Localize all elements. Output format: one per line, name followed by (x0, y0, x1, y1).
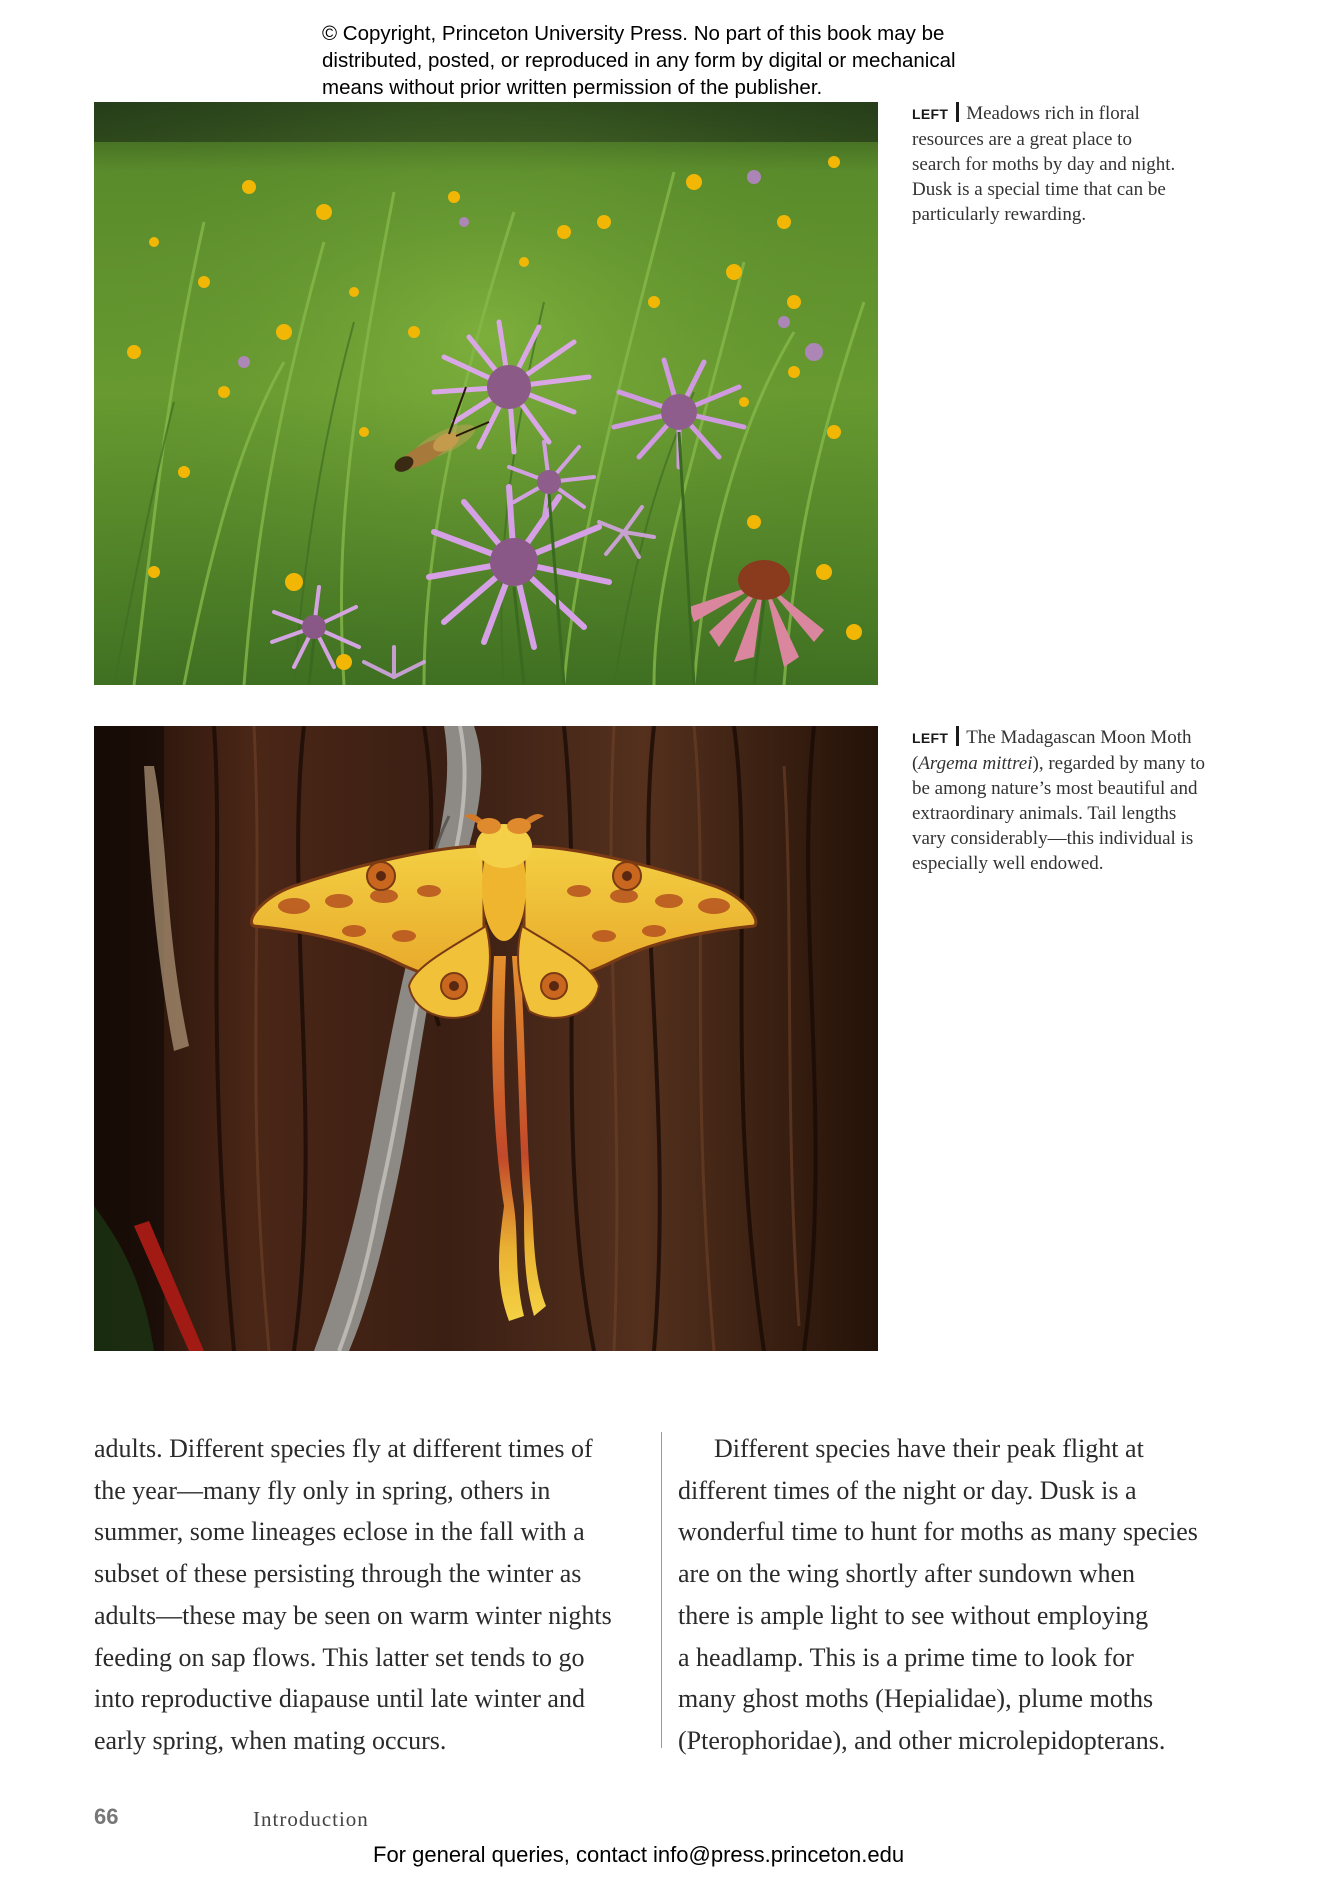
caption-text: particularly rewarding. (912, 204, 1087, 225)
caption-divider (956, 726, 959, 746)
caption-text: ), regarded by many to (1032, 753, 1206, 774)
photo-caption (912, 101, 1242, 227)
caption-text: Dusk is a special time that can be (912, 179, 1166, 200)
body-line: subset of these persisting through the winter as (94, 1559, 582, 1589)
body-line: feeding on sap flows. This latter set tends to go (94, 1642, 585, 1672)
contact-notice: For general queries, contact info@press.princeton.edu (373, 1842, 905, 1867)
photo-caption (912, 725, 1242, 876)
caption-text: search for moths by day and night. (912, 154, 1176, 175)
caption-label: LEFT (912, 106, 949, 122)
copyright-notice (322, 20, 1022, 101)
meadow-photo (94, 102, 878, 685)
copyright-line: © Copyright, Princeton University Press. No part of this book may be (322, 22, 945, 45)
body-line: different times of the night or day. Dusk is a (678, 1475, 1137, 1505)
body-line: wonderful time to hunt for moths as many species (678, 1517, 1198, 1547)
body-line: summer, some lineages eclose in the fall with a (94, 1517, 585, 1547)
caption-text: resources are a great place to (912, 129, 1132, 150)
caption-text: vary considerably—this individual is (912, 828, 1194, 849)
caption-text: be among nature’s most beautiful and (912, 778, 1198, 799)
copyright-line: means without prior written permission of the publisher. (322, 76, 823, 99)
body-line: there is ample light to see without employing (678, 1600, 1149, 1630)
caption-label: LEFT (912, 730, 949, 746)
body-line: into reproductive diapause until late winter and (94, 1684, 585, 1714)
body-line: adults—these may be seen on warm winter nights (94, 1600, 612, 1630)
caption-text: The Madagascan Moon Moth (966, 727, 1192, 748)
caption-text: Meadows rich in floral (966, 103, 1140, 124)
caption-divider (956, 102, 959, 122)
body-line: a headlamp. This is a prime time to look for (678, 1642, 1134, 1672)
moon-moth-image (94, 726, 878, 1351)
body-line: are on the wing shortly after sundown when (678, 1559, 1136, 1589)
caption-text: extraordinary animals. Tail lengths (912, 803, 1177, 824)
body-line: Different species have their peak flight at (714, 1434, 1144, 1463)
species-name: Argema mittrei (918, 753, 1033, 774)
meadow-image (94, 102, 878, 685)
body-line: the year—many fly only in spring, others in (94, 1475, 551, 1505)
body-column-right (678, 1428, 1258, 1762)
body-line: adults. Different species fly at different times of (94, 1434, 593, 1463)
column-divider (661, 1432, 662, 1748)
caption-text: ( (912, 753, 919, 774)
body-line: early spring, when mating occurs. (94, 1725, 447, 1755)
body-column-left (94, 1428, 654, 1762)
running-head: Introduction (253, 1807, 369, 1831)
caption-text: especially well endowed. (912, 853, 1104, 874)
copyright-line: distributed, posted, or reproduced in any form by digital or mechanical (322, 49, 956, 72)
body-line: (Pterophoridae), and other microlepidopterans. (678, 1725, 1166, 1755)
moon-moth-photo (94, 726, 878, 1351)
body-line: many ghost moths (Hepialidae), plume moths (678, 1684, 1154, 1714)
page-number: 66 (94, 1804, 119, 1829)
